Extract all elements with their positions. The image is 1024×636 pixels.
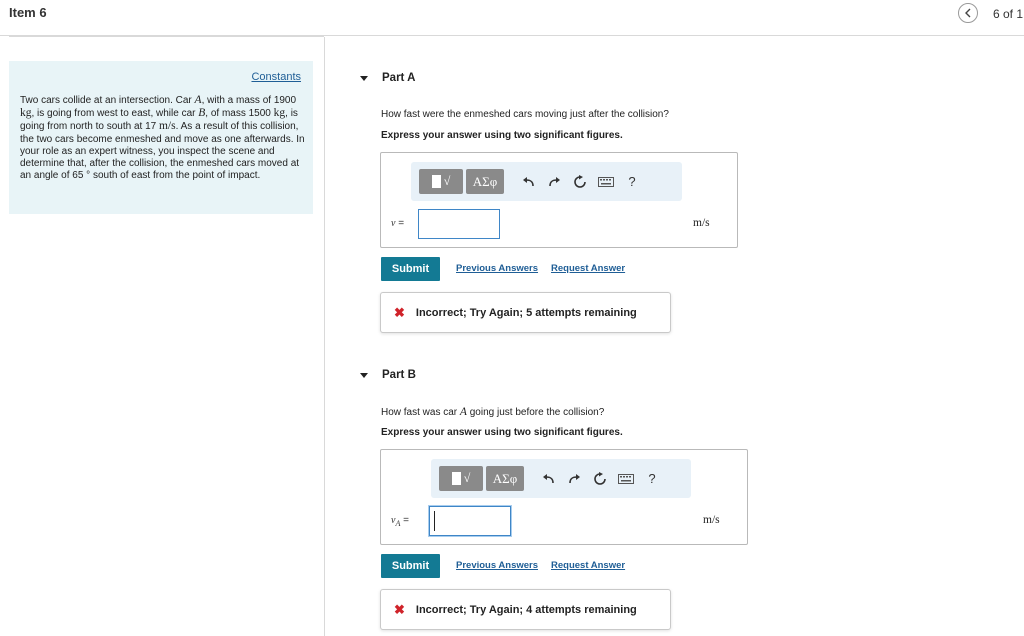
part-a-instruction: Express your answer using two significant figures. <box>381 130 623 141</box>
problem-text-6: . As a result of this collision, the two cars become enmeshed and move as one afterwards. In your role as an expert witness, you inspect the scene and determine that, after the collision, the enmeshed cars moved at an angle of 65 ° south of east from the point of impact. <box>20 121 305 182</box>
equals-sign: = <box>395 218 405 229</box>
left-divider <box>9 36 324 37</box>
mass-unit: kg <box>20 107 32 120</box>
part-b-question <box>381 406 604 418</box>
part-a-submit-button[interactable]: Submit <box>381 257 440 281</box>
text-cursor <box>434 511 435 531</box>
variable-symbol: v <box>391 515 396 526</box>
car-a-symbol: A <box>459 406 467 418</box>
radical-icon: √ <box>463 471 471 485</box>
reset-icon[interactable] <box>587 466 613 491</box>
collapse-caret-icon <box>360 76 368 81</box>
mass-a-value: 1900 <box>273 95 297 106</box>
speed-unit: m/s <box>158 120 176 133</box>
math-toolbar <box>431 459 691 498</box>
part-b-unit: m/s <box>703 514 720 526</box>
part-a-answer-box <box>380 152 738 248</box>
reset-icon[interactable] <box>567 169 593 194</box>
mass-unit: kg <box>273 107 286 120</box>
problem-text-2: , with a mass of <box>201 95 274 106</box>
part-b-header[interactable] <box>360 369 416 381</box>
undo-icon[interactable] <box>515 169 541 194</box>
car-a-symbol: A <box>194 94 202 106</box>
collapse-caret-icon <box>360 373 368 378</box>
template-square-icon <box>452 472 461 485</box>
keyboard-icon[interactable] <box>593 169 619 194</box>
problem-text-3: , is going from west to east, while car <box>31 108 199 120</box>
part-b-question-text-1: How fast was car <box>381 407 460 418</box>
problem-text-1: Two cars collide at an intersection. Car <box>20 95 195 106</box>
redo-icon[interactable] <box>561 466 587 491</box>
part-b-request-answer-link[interactable]: Request Answer <box>551 560 626 571</box>
part-a-question: How fast were the enmeshed cars moving just after the collision? <box>381 109 669 120</box>
redo-icon[interactable] <box>541 169 567 194</box>
part-a-variable-label <box>391 218 404 229</box>
part-b-submit-button[interactable]: Submit <box>381 554 440 578</box>
x-icon: ✖ <box>394 305 405 320</box>
problem-text-4: , of mass <box>205 108 249 120</box>
speed-value: 17 <box>145 121 157 133</box>
part-b-instruction: Express your answer using two significant figures. <box>381 427 623 438</box>
help-icon[interactable]: ? <box>648 471 656 486</box>
column-divider <box>324 37 325 636</box>
part-b-feedback-text: Incorrect; Try Again; 4 attempts remaining <box>415 603 637 616</box>
top-bar <box>0 0 1024 36</box>
part-b-answer-box <box>380 449 748 545</box>
part-a-feedback <box>380 292 671 333</box>
equals-sign: = <box>400 515 409 526</box>
part-a-request-answer-link[interactable]: Request Answer <box>551 263 626 274</box>
part-b-variable-label <box>391 515 409 528</box>
part-a-answer-input[interactable] <box>418 209 500 239</box>
symbols-button[interactable]: ΑΣφ <box>486 466 524 491</box>
part-b-previous-answers-link[interactable]: Previous Answers <box>456 560 539 571</box>
math-toolbar <box>411 162 682 201</box>
part-a-unit: m/s <box>693 217 710 229</box>
part-a-previous-answers-link[interactable]: Previous Answers <box>456 263 539 274</box>
symbols-button[interactable]: ΑΣφ <box>466 169 504 194</box>
item-title: Item 6 <box>9 5 47 20</box>
part-b-title: Part B <box>382 369 416 381</box>
part-a-title: Part A <box>382 72 416 84</box>
part-b-question-text-2: going just before the collision? <box>466 407 605 418</box>
keyboard-icon[interactable] <box>613 466 639 491</box>
chevron-left-icon <box>964 8 972 18</box>
part-b-answer-input[interactable] <box>429 506 511 536</box>
part-b-feedback <box>380 589 671 630</box>
variable-symbol: v <box>391 218 396 229</box>
problem-text-5: , is going from north to south at <box>20 108 298 133</box>
previous-item-button[interactable] <box>958 3 978 23</box>
item-counter: 6 of 1 <box>993 7 1024 21</box>
templates-button[interactable] <box>419 169 463 194</box>
radical-icon: √ <box>443 174 451 188</box>
help-icon[interactable]: ? <box>628 174 636 189</box>
variable-subscript: A <box>395 519 401 528</box>
mass-b-value: 1500 <box>248 108 271 120</box>
undo-icon[interactable] <box>535 466 561 491</box>
car-b-symbol: B <box>198 107 206 120</box>
part-a-feedback-text: Incorrect; Try Again; 5 attempts remaining <box>415 306 637 319</box>
constants-link[interactable]: Constants <box>251 71 301 83</box>
templates-button[interactable] <box>439 466 483 491</box>
template-square-icon <box>432 175 441 188</box>
part-a-header[interactable] <box>360 72 415 84</box>
problem-text <box>20 94 305 182</box>
x-icon: ✖ <box>394 602 405 617</box>
problem-statement <box>9 61 313 214</box>
